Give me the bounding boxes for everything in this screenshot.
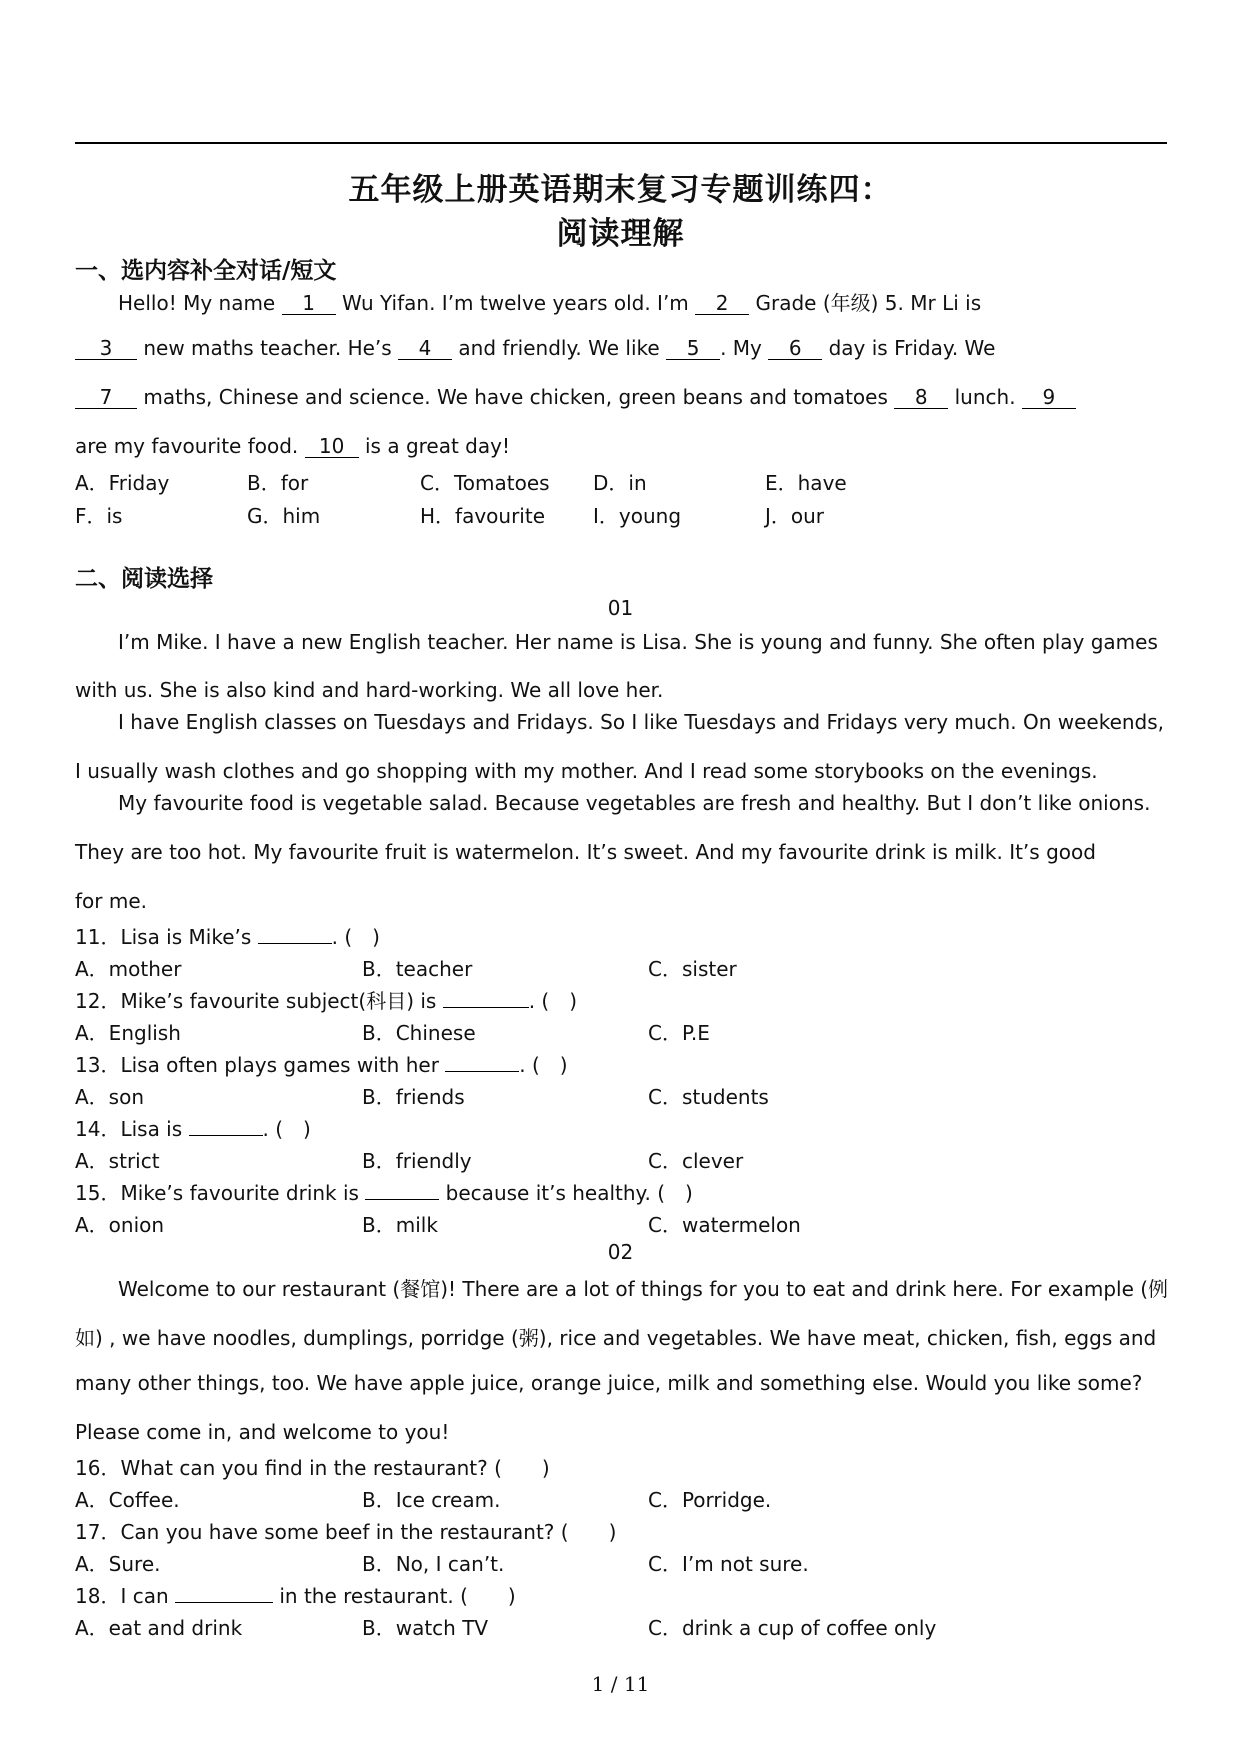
passage1-line: My favourite food is vegetable salad. Because vegetables are fresh and healthy. But I don’t like onions. [118,791,1151,815]
passage2-line: 如) , we have noodles, dumplings, porridge (粥), rice and vegetables. We have meat, chicken, fish, eggs and [75,1326,1157,1350]
q12-option-c: C．P.E [648,1021,710,1045]
cloze-line-2: 3 new maths teacher. He’s 4 and friendly. We like 5 . My 6 day is Friday. We [75,336,995,360]
q11-option-b: B．teacher [362,957,473,981]
q14-option-c: C．clever [648,1149,744,1173]
cloze-line-4: are my favourite food. 10 is a great day! [75,434,510,458]
section1-heading: 一、选内容补全对话/短文 [75,258,337,284]
blank-9: 9 [1022,387,1076,409]
question-11: 11．Lisa is Mike’s . ( ) [75,925,380,949]
q13-option-b: B．friends [362,1085,465,1109]
blank-6: 6 [768,338,822,360]
option-b: B．for [247,471,309,495]
passage1-line: I have English classes on Tuesdays and Fridays. So I like Tuesdays and Fridays very much. On weekends, [118,710,1165,734]
q14-option-b: B．friendly [362,1149,472,1173]
answer-blank [189,1135,263,1136]
q11-option-c: C．sister [648,957,737,981]
blank-4: 4 [398,338,452,360]
question-17: 17．Can you have some beef in the restaurant? ( ) [75,1520,617,1544]
passage2-number: 02 [607,1240,634,1264]
answer-blank [443,1007,529,1008]
cloze-line-3: 7 maths, Chinese and science. We have chicken, green beans and tomatoes 8 lunch. 9 [75,385,1076,409]
blank-1: 1 [282,293,336,315]
option-d: D．in [593,471,647,495]
blank-8: 8 [894,387,948,409]
section2-heading: 二、阅读选择 [75,566,213,592]
header-rule [75,142,1167,144]
passage1-line: with us. She is also kind and hard-working. We all love her. [75,678,664,702]
blank-3: 3 [75,338,137,360]
answer-blank [258,943,332,944]
option-g: G．him [247,504,321,528]
option-c: C．Tomatoes [420,471,550,495]
option-j: J．our [765,504,825,528]
blank-5: 5 [666,338,720,360]
q11-option-a: A．mother [75,957,182,981]
option-f: F．is [75,504,123,528]
blank-2: 2 [695,293,749,315]
question-13: 13．Lisa often plays games with her . ( ) [75,1053,568,1077]
option-a: A．Friday [75,471,170,495]
q16-option-c: C．Porridge. [648,1488,772,1512]
q15-option-a: A．onion [75,1213,165,1237]
q16-option-b: B．Ice cream. [362,1488,501,1512]
passage1-line: I’m Mike. I have a new English teacher. Her name is Lisa. She is young and funny. She often play games [118,630,1158,654]
question-12: 12．Mike’s favourite subject(科目) is . ( ) [75,989,578,1013]
q13-option-a: A．son [75,1085,145,1109]
passage1-number: 01 [607,596,634,620]
answer-blank [175,1602,273,1603]
q18-option-b: B．watch TV [362,1616,489,1640]
question-18: 18．I can in the restaurant. ( ) [75,1584,516,1608]
question-15: 15．Mike’s favourite drink is because it’s healthy. ( ) [75,1181,693,1205]
passage1-line: I usually wash clothes and go shopping with my mother. And I read some storybooks on the evenings. [75,759,1098,783]
q18-option-c: C．drink a cup of coffee only [648,1616,937,1640]
q12-option-a: A．English [75,1021,181,1045]
page-number: 1 / 11 [591,1672,650,1696]
option-h: H．favourite [420,504,546,528]
passage1-line: for me. [75,889,148,913]
document-subtitle: 阅读理解 [556,216,685,252]
cloze-line-1: Hello! My name 1 Wu Yifan. I’m twelve years old. I’m 2 Grade (年级) 5. Mr Li is [118,291,982,315]
q17-option-a: A．Sure. [75,1552,161,1576]
q18-option-a: A．eat and drink [75,1616,243,1640]
question-14: 14．Lisa is . ( ) [75,1117,311,1141]
option-e: E．have [765,471,847,495]
q17-option-b: B．No, I can’t. [362,1552,505,1576]
q17-option-c: C．I’m not sure. [648,1552,809,1576]
q13-option-c: C．students [648,1085,769,1109]
passage2-line: many other things, too. We have apple juice, orange juice, milk and something else. Would you like some? [75,1371,1143,1395]
passage2-line: Welcome to our restaurant (餐馆)! There are a lot of things for you to eat and drink here. For example (例 [118,1277,1169,1301]
q15-option-c: C．watermelon [648,1213,801,1237]
q16-option-a: A．Coffee. [75,1488,180,1512]
passage1-line: They are too hot. My favourite fruit is watermelon. It’s sweet. And my favourite drink is milk. It’s good [75,840,1096,864]
blank-7: 7 [75,387,137,409]
document-title: 五年级上册英语期末复习专题训练四： [348,172,893,208]
option-i: I．young [593,504,682,528]
q15-option-b: B．milk [362,1213,438,1237]
blank-10: 10 [305,436,359,458]
answer-blank [365,1199,439,1200]
passage2-line: Please come in, and welcome to you! [75,1420,450,1444]
answer-blank [445,1071,519,1072]
question-16: 16．What can you find in the restaurant? ( ) [75,1456,550,1480]
q14-option-a: A．strict [75,1149,160,1173]
q12-option-b: B．Chinese [362,1021,476,1045]
